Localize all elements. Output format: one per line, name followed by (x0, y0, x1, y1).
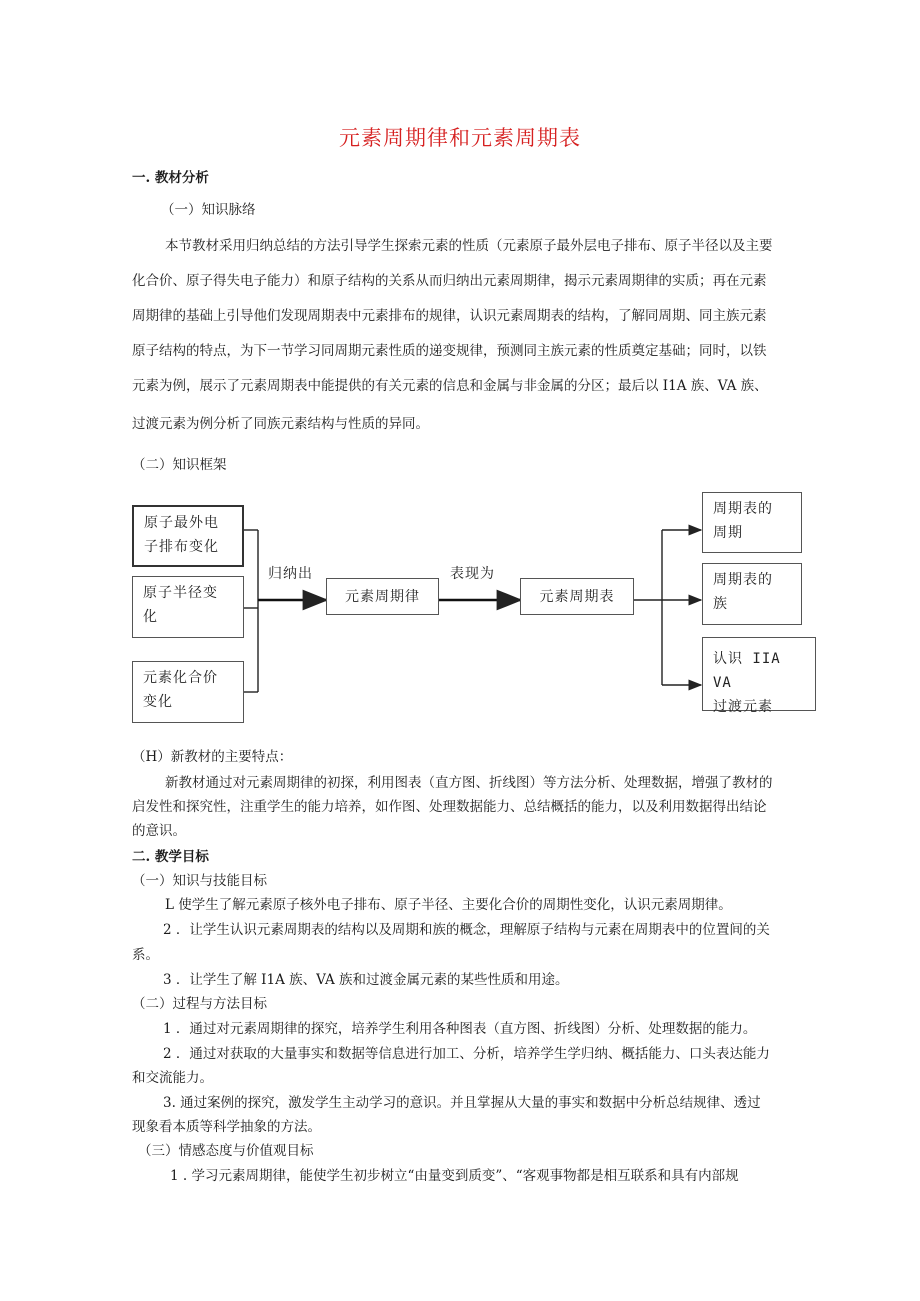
subheading-knowledge-skills: （一）知识与技能目标 (132, 873, 267, 889)
objective-k1: L 使学生了解元素原子核外电子排布、原子半径、主要化合价的周期性变化，认识元素周期律。 (165, 897, 732, 913)
box-valence-line1: 元素化合价 (143, 670, 218, 686)
objective-k3: 3 ．让学生了解 I1A 族、VA 族和过渡金属元素的某些性质和用途。 (163, 972, 569, 988)
objective-p1: 1 ．通过对元素周期律的探究，培养学生利用各种图表（直方图、折线图）分析、处理数据的能力。 (163, 1021, 757, 1037)
objective-p2-line1: 2 ．通过对获取的大量事实和数据等信息进行加工、分析，培养学生学归纳、概括能力、口头表达能力 (163, 1046, 770, 1062)
label-summarize: 归纳出 (268, 566, 313, 582)
box-atomic-radius-line1: 原子半径变 (143, 585, 218, 601)
box-valence-line2: 变化 (143, 694, 173, 710)
label-manifest: 表现为 (450, 566, 495, 582)
subheading-knowledge-framework: （二）知识框架 (132, 457, 227, 473)
section-heading-objectives: 二. 教学目标 (132, 849, 209, 865)
subheading-process-methods: （二）过程与方法目标 (132, 996, 267, 1012)
box-electron-arrangement-line1: 原子最外电 (144, 515, 219, 531)
box-table-groups (702, 563, 802, 625)
para1-line4: 原子结构的特点，为下一节学习同周期元素性质的递变规律，预测同主族元素的性质奠定基础；同时，以铁 (132, 343, 767, 359)
objective-p2-line2: 和交流能力。 (132, 1070, 213, 1086)
box-table-periods-line1: 周期表的 (713, 501, 773, 517)
objective-k2-line1: 2 ．让学生认识元素周期表的结构以及周期和族的概念，理解原子结构与元素在周期表中的位置间的关 (163, 922, 770, 938)
objective-p3-line2: 现象看本质等科学抽象的方法。 (132, 1119, 321, 1135)
box-periodic-table: 元素周期表 (520, 578, 634, 615)
subheading-features: （H）新教材的主要特点： (132, 749, 293, 765)
para3-line3: 的意识。 (132, 823, 186, 839)
section-heading-analysis: 一. 教材分析 (132, 170, 209, 186)
document-title: 元素周期律和元素周期表 (339, 126, 581, 150)
box-group-elements-line2: 过渡元素 (713, 699, 773, 715)
box-table-groups-line2: 族 (713, 596, 728, 612)
box-electron-arrangement (132, 505, 244, 567)
para3-line1: 新教材通过对元素周期律的初探，利用图表（直方图、折线图）等方法分析、处理数据，增强了教材的 (165, 775, 773, 791)
para1-line5: 元素为例，展示了元素周期表中能提供的有关元素的信息和金属与非金属的分区；最后以 I1A 族、VA 族、 (132, 378, 768, 394)
objective-e1: 1 . 学习元素周期律，能使学生初步树立“由量变到质变”、“客观事物都是相互联系和具有内部规 (170, 1168, 739, 1184)
box-table-groups-line1: 周期表的 (713, 572, 773, 588)
box-valence (132, 661, 244, 723)
para1-line1: 本节教材采用归纳总结的方法引导学生探索元素的性质（元素原子最外层电子排布、原子半径以及主要 (165, 238, 773, 254)
para1-line6: 过渡元素为例分析了同族元素结构与性质的异同。 (132, 416, 429, 432)
objective-k2-line2: 系。 (132, 947, 159, 963)
box-periodic-law: 元素周期律 (326, 578, 439, 615)
para1-line3: 周期律的基础上引导他们发现周期表中元素排布的规律，认识元素周期表的结构，了解同周期、同主族元素 (132, 308, 767, 324)
box-atomic-radius-line2: 化 (143, 609, 158, 625)
objective-p3-line1: 3. 通过案例的探究，激发学生主动学习的意识。并且掌握从大量的事实和数据中分析总结规律、透过 (163, 1095, 761, 1111)
box-atomic-radius (132, 576, 244, 638)
para1-line2: 化合价、原子得失电子能力）和原子结构的关系从而归纳出元素周期律，揭示元素周期律的实质；再在元素 (132, 273, 767, 289)
subheading-knowledge-context: （一）知识脉络 (161, 202, 256, 218)
para3-line2: 启发性和探究性，注重学生的能力培养，如作图、处理数据能力、总结概括的能力，以及利用数据得出结论 (132, 799, 767, 815)
subheading-attitudes-values: （三）情感态度与价值观目标 (138, 1143, 314, 1159)
box-group-elements-line1: 认识 IIA VA (713, 651, 781, 691)
box-electron-arrangement-line2: 子排布变化 (144, 539, 219, 555)
box-group-elements (702, 637, 816, 715)
box-table-periods-line2: 周期 (713, 525, 743, 541)
box-table-periods (702, 492, 802, 553)
